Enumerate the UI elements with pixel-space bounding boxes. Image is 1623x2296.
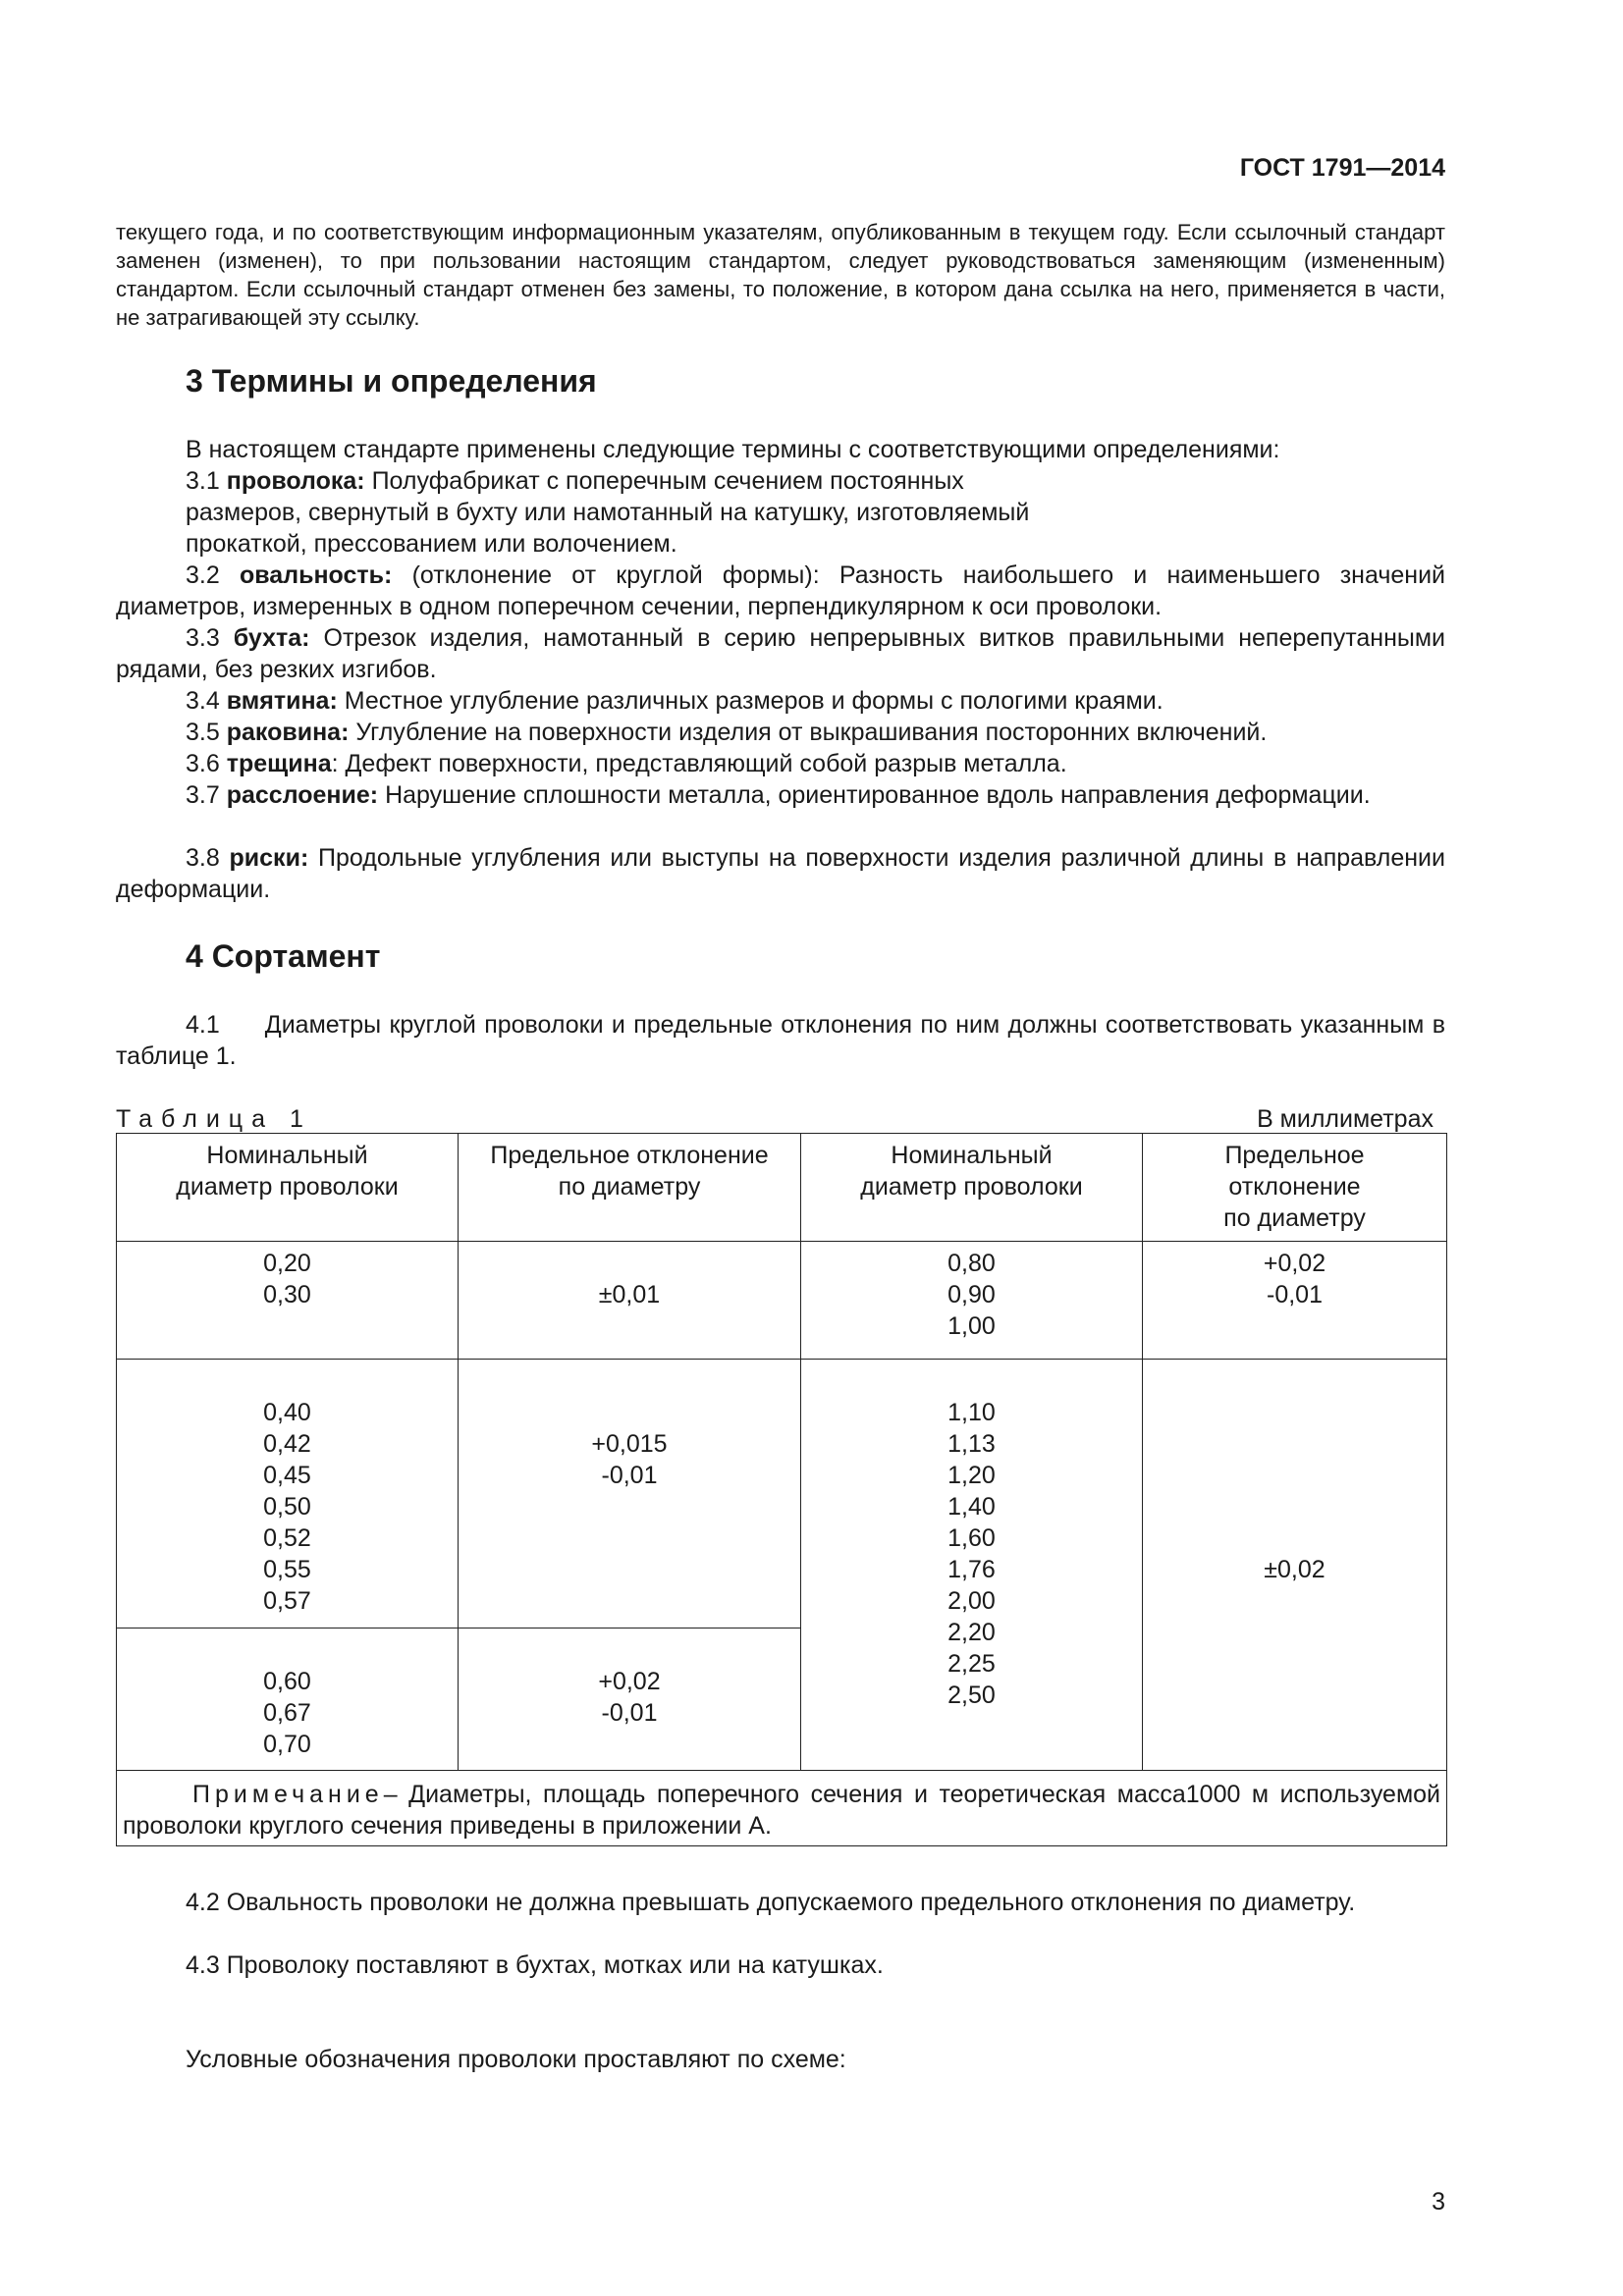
cell-value: 2,20	[947, 1619, 996, 1646]
paragraph-4-3: 4.3 Проволоку поставляют в бухтах, мотках или на катушках.	[186, 1951, 884, 1979]
term-name: проволока:	[226, 467, 365, 495]
header-line: Номинальный	[891, 1142, 1053, 1169]
cell-value: 0,60	[263, 1668, 311, 1695]
cell-value: 2,50	[947, 1682, 996, 1709]
cell-value: 0,20	[263, 1250, 311, 1277]
section-3-title: 3 Термины и определения	[186, 363, 597, 399]
term-number: 3.2	[186, 561, 220, 589]
term-name: расслоение:	[226, 781, 379, 809]
section-4-title: 4 Сортамент	[186, 938, 381, 974]
header-line: Предельное	[1224, 1142, 1365, 1169]
cell-value: 0,45	[263, 1462, 311, 1489]
table-caption: Таблица 1	[116, 1105, 312, 1133]
table-cell	[1143, 1242, 1447, 1360]
table-cell	[801, 1360, 1143, 1771]
term-definition: Углубление на поверхности изделия от выкрашивания посторонних включений.	[355, 719, 1268, 746]
cell-value: 0,90	[947, 1281, 996, 1308]
scheme-intro: Условные обозначения проволоки проставляют по схеме:	[186, 2046, 846, 2073]
cell-value: -0,01	[601, 1699, 658, 1727]
term-definition: Отрезок изделия, намотанный в серию непрерывных витков правильными неперепутанными рядами, без резких изгибов.	[116, 624, 1445, 683]
cell-value: +0,02	[1263, 1250, 1326, 1277]
term-definition: : Дефект поверхности, представляющий собой разрыв металла.	[331, 750, 1067, 777]
table-header-row	[117, 1134, 1447, 1242]
term-definition: Нарушение сплошности металла, ориентированное вдоль направления деформации.	[385, 781, 1371, 809]
term-number: 3.7	[186, 781, 220, 809]
header-cell	[117, 1134, 459, 1242]
cell-value: 1,60	[947, 1524, 996, 1552]
cell-value: 0,52	[263, 1524, 311, 1552]
term-definition: Местное углубление различных размеров и формы с пологими краями.	[344, 687, 1163, 715]
cell-value: -0,01	[601, 1462, 658, 1489]
header-line: Предельное отклонение	[490, 1142, 769, 1169]
intro-paragraph: текущего года, и по соответствующим информационным указателям, опубликованным в текущем году. Если ссылочный стандарт заменен (изменен), то при пользовании настоящим стандартом, следует руководствоваться заменяющим (измененным) стандартом. Если ссылочный стандарт отменен без замены, то положение, в котором дана ссылка на него, применяется в части, не затрагивающей эту ссылку.	[116, 220, 1445, 330]
table-cell	[117, 1629, 459, 1771]
term-3-2	[116, 560, 1445, 622]
term-3-4	[116, 685, 1445, 717]
cell-value: 2,25	[947, 1650, 996, 1678]
cell-value: 0,42	[263, 1430, 311, 1458]
term-3-3	[116, 622, 1445, 685]
table-row	[117, 1242, 1447, 1360]
term-name: трещина	[226, 750, 332, 777]
header-line: диаметр проволоки	[860, 1173, 1083, 1201]
table-cell	[117, 1360, 459, 1629]
header-cell	[1143, 1134, 1447, 1242]
term-3-7	[116, 779, 1445, 811]
page-number: 3	[1432, 2188, 1445, 2216]
cell-value: 2,00	[947, 1587, 996, 1615]
document-code: ГОСТ 1791—2014	[1239, 154, 1445, 182]
term-definition-line: размеров, свернутый в бухту или намотанный на катушку, изготовляемый	[186, 499, 1030, 526]
cell-value: 1,40	[947, 1493, 996, 1521]
cell-value: 0,30	[263, 1281, 311, 1308]
cell-value: 0,67	[263, 1699, 311, 1727]
header-line: по диаметру	[558, 1173, 701, 1201]
term-3-6	[116, 748, 1445, 779]
cell-value: 0,70	[263, 1731, 311, 1758]
table-note	[117, 1771, 1447, 1846]
table-cell	[801, 1242, 1143, 1360]
diameter-table	[116, 1133, 1447, 1846]
cell-value: 0,55	[263, 1556, 311, 1583]
term-definition-line: Полуфабрикат с поперечным сечением постоянных	[371, 467, 964, 495]
note-text: – Диаметры, площадь поперечного сечения и теоретическая масса1000 м используемой проволоки круглого сечения приведены в приложении А.	[123, 1781, 1440, 1840]
term-name: раковина:	[226, 719, 350, 746]
table-cell	[459, 1242, 801, 1360]
term-number: 3.1	[186, 467, 220, 495]
cell-value: -0,01	[1267, 1281, 1323, 1308]
paragraph-number: 4.1	[186, 1011, 220, 1039]
cell-value: ±0,01	[598, 1281, 661, 1308]
cell-value: 0,50	[263, 1493, 311, 1521]
cell-value: 1,13	[947, 1430, 996, 1458]
table-note-row	[117, 1771, 1447, 1846]
term-definition: (отклонение от круглой формы): Разность наибольшего и наименьшего значений диаметров, измеренных в одном поперечном сечении, перпендикулярном к оси проволоки.	[116, 561, 1446, 620]
cell-value: 0,40	[263, 1399, 311, 1426]
term-number: 3.4	[186, 687, 220, 715]
term-3-5	[116, 717, 1445, 748]
cell-value: +0,02	[598, 1668, 661, 1695]
header-cell	[459, 1134, 801, 1242]
header-cell	[801, 1134, 1143, 1242]
cell-value: +0,015	[591, 1430, 668, 1458]
table-cell	[459, 1360, 801, 1629]
cell-value: 1,10	[947, 1399, 996, 1426]
header-line: отклонение	[1228, 1173, 1361, 1201]
header-line: Номинальный	[206, 1142, 368, 1169]
table-cell	[1143, 1360, 1447, 1771]
header-line: диаметр проволоки	[176, 1173, 399, 1201]
cell-value: 1,76	[947, 1556, 996, 1583]
term-number: 3.6	[186, 750, 220, 777]
term-number: 3.8	[186, 844, 220, 872]
term-definition: Продольные углубления или выступы на поверхности изделия различной длины в направлении деформации.	[116, 844, 1445, 903]
cell-value: 1,20	[947, 1462, 996, 1489]
term-number: 3.5	[186, 719, 220, 746]
table-units: В миллиметрах	[1257, 1105, 1434, 1133]
term-name: овальность:	[239, 561, 393, 589]
term-3-8	[116, 842, 1445, 905]
paragraph-text: Диаметры круглой проволоки и предельные отклонения по ним должны соответствовать указанным в таблице 1.	[116, 1011, 1445, 1070]
term-name: вмятина:	[226, 687, 338, 715]
paragraph-4-1	[116, 1009, 1445, 1072]
term-number: 3.3	[186, 624, 220, 652]
cell-value: 0,80	[947, 1250, 996, 1277]
cell-value: 1,00	[947, 1312, 996, 1340]
term-name: риски:	[229, 844, 309, 872]
note-label: Примечание	[192, 1781, 384, 1808]
table-row	[117, 1360, 1447, 1629]
term-definition-line: прокаткой, прессованием или волочением.	[186, 530, 677, 558]
header-line: по диаметру	[1223, 1204, 1366, 1232]
table-cell	[117, 1242, 459, 1360]
table-cell	[459, 1629, 801, 1771]
term-3-1	[116, 465, 1445, 560]
paragraph-4-2: 4.2 Овальность проволоки не должна превышать допускаемого предельного отклонения по диаметру.	[186, 1889, 1356, 1916]
section-3-intro: В настоящем стандарте применены следующие термины с соответствующими определениями:	[186, 436, 1280, 463]
cell-value: 0,57	[263, 1587, 311, 1615]
cell-value: ±0,02	[1264, 1556, 1325, 1583]
term-name: бухта:	[233, 624, 310, 652]
